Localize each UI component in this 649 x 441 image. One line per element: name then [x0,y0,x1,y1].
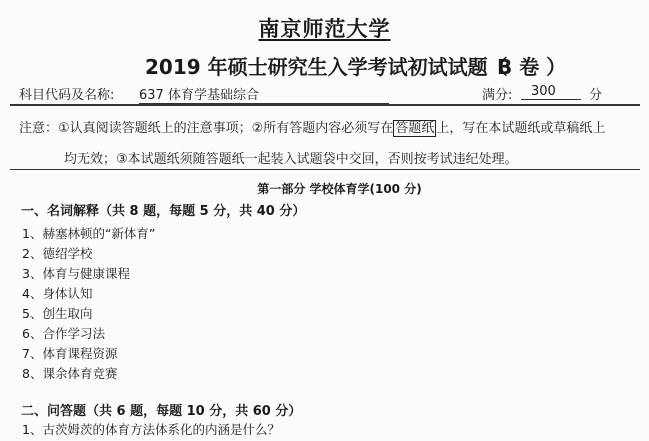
list-item: 1、古茨姆茨的体育方法体系化的内涵是什么？ [22,422,280,437]
list-item: 7、体育课程资源 [22,346,118,361]
notice-text-after: 上，写在本试题纸或草稿纸上 [436,121,606,136]
list-item: 1、赫塞林顿的“新体育” [22,226,156,241]
list-item: 2、德绍学校 [22,246,93,261]
full-score-unit: 分 [589,88,603,103]
full-score-value: 300 [521,84,581,100]
notice-line-2: 均无效；③本试题纸须随答题纸一起装入试题袋中交回，否则按考试违纪处理。 [64,152,518,167]
subject-code-label: 科目代码及名称: [19,88,115,103]
notice-box [10,104,640,170]
list-item: 3、体育与健康课程 [22,266,130,281]
list-item: 4、身体认知 [22,286,93,301]
university-name: 南京师范大学 [258,17,391,41]
answer-sheet-boxed: 答题纸 [395,121,435,136]
paper-version: B 卷 ） [497,55,567,79]
section-one-heading: 一、名词解释（共 8 题，每题 5 分，共 40 分） [21,204,306,219]
notice-text-before: 注意：①认真阅读答题纸上的注意事项；②所有答题内容必须写在 [19,121,394,136]
exam-title [145,51,567,80]
notice-line-1 [19,117,605,136]
list-item: 8、课余体育竞赛 [22,366,118,381]
subject-row [19,84,631,104]
list-item: 5、创生取向 [22,306,93,321]
exam-title-text: 2019 年硕士研究生入学考试初试试题（ [145,55,508,79]
subject-code-value: 637 体育学基础综合 [139,84,389,104]
list-item: 6、合作学习法 [22,326,105,341]
part-one-title: 第一部分 学校体育学(100 分) [257,182,422,196]
full-score-label: 满分: [482,88,513,103]
section-two-heading: 二、问答题（共 6 题，每题 10 分，共 60 分） [21,404,302,419]
